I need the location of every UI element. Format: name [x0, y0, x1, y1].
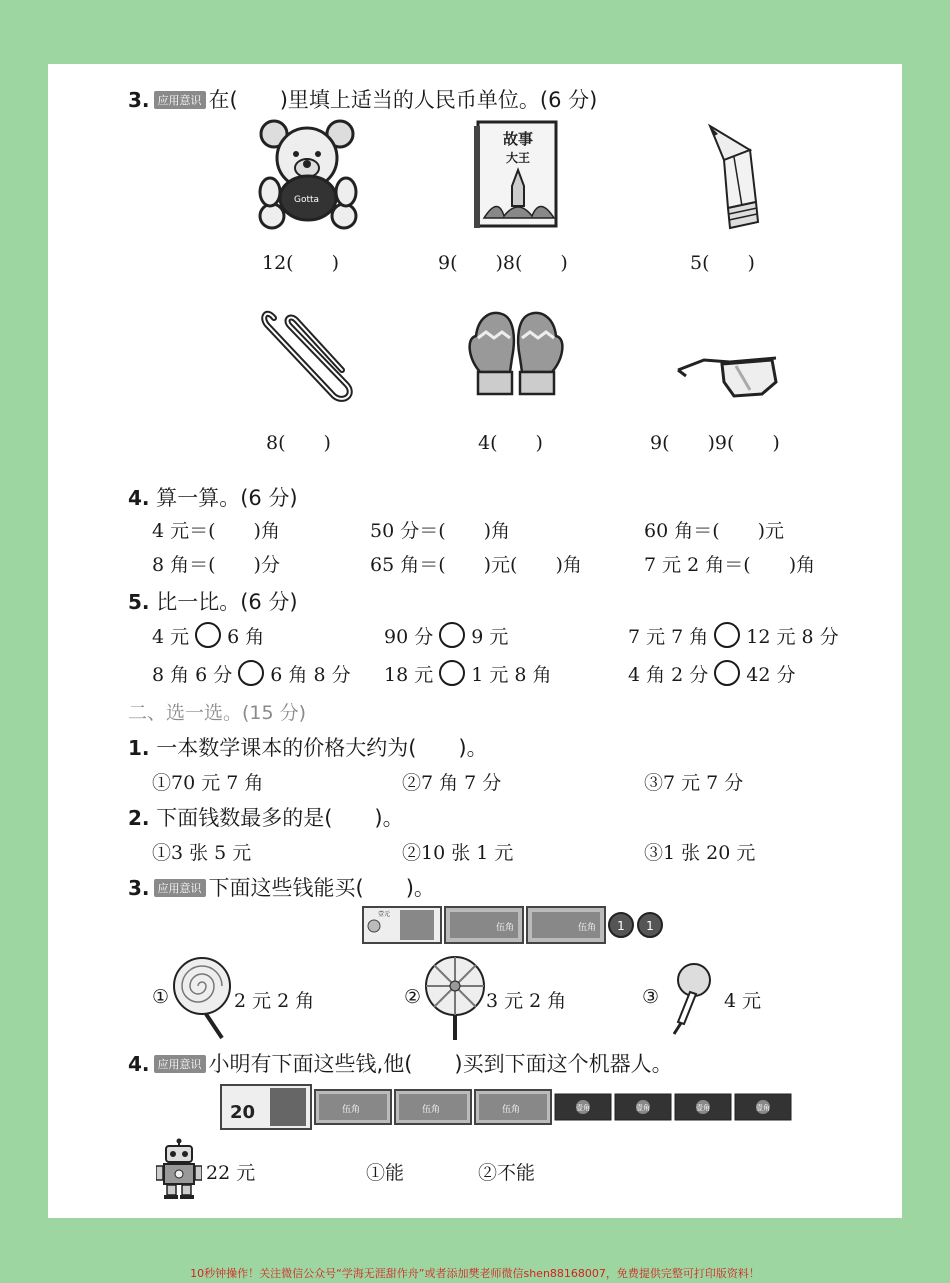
q5-compare	[628, 660, 796, 687]
robot-price: 22 元	[206, 1162, 256, 1184]
q4-row2-item: 8 角＝( )分	[152, 554, 280, 576]
q3-item-bear-label: 12( )	[262, 252, 340, 274]
banknote-label: 伍角	[496, 923, 515, 933]
s2-text: 下面钱数最多的是( )。	[156, 806, 404, 830]
compare-circle[interactable]	[238, 660, 264, 686]
q4-number: 4.	[128, 486, 150, 510]
coin-icon	[608, 912, 634, 938]
banknote-label: 伍角	[578, 923, 597, 933]
s4-heading	[128, 1048, 673, 1078]
s4-number: 4.	[128, 1052, 150, 1076]
s3-option-mark[interactable]: ③	[642, 986, 660, 1008]
banknote-label: 伍角	[422, 1105, 441, 1115]
s3-number: 3.	[128, 876, 150, 900]
banknote-label: 伍角	[502, 1105, 521, 1115]
s4-money-row	[220, 1084, 794, 1130]
banknote-icon	[362, 906, 442, 944]
footer-notice: 10秒钟操作！关注微信公众号“学海无涯甜作舟”或者添加樊老师微信shen88168007，免费提供完整可打印版资料！	[190, 1267, 760, 1280]
compare-left: 4 角 2 分	[628, 664, 709, 686]
q3-item-mittens-label: 4( )	[478, 432, 543, 454]
pencil-icon	[704, 122, 760, 234]
s1-option[interactable]: ②7 角 7 分	[402, 772, 502, 794]
q4-text: 算一算。(6 分)	[156, 486, 298, 510]
q3-tag: 应用意识	[154, 91, 206, 109]
s3-option-mark[interactable]: ①	[152, 986, 170, 1008]
s1-option[interactable]: ①70 元 7 角	[152, 772, 264, 794]
q5-compare	[384, 622, 508, 649]
compare-right: 6 角	[227, 626, 265, 648]
s3-tag: 应用意识	[154, 879, 206, 897]
compare-right: 1 元 8 角	[471, 664, 552, 686]
s2-heading	[128, 802, 404, 832]
s1-heading	[128, 732, 488, 762]
banknote-label: 壹角	[696, 1104, 710, 1112]
s4-option[interactable]: ②不能	[478, 1162, 536, 1184]
s3-option-price: 3 元 2 角	[486, 990, 567, 1012]
s3-option-price: 2 元 2 角	[234, 990, 315, 1012]
s3-option-mark[interactable]: ②	[404, 986, 422, 1008]
compare-right: 9 元	[471, 626, 509, 648]
banknote-label: 壹元	[378, 911, 391, 918]
q5-heading	[128, 586, 298, 616]
glasses-icon	[676, 352, 782, 402]
q4-row2-item: 7 元 2 角＝( )角	[644, 554, 816, 576]
q5-compare	[628, 622, 839, 649]
banknote-icon	[444, 906, 524, 944]
section-2-heading: 二、选一选。(15 分)	[128, 702, 307, 724]
q5-compare	[152, 622, 264, 649]
q4-row1-item: 60 角＝( )元	[644, 520, 785, 542]
compare-left: 7 元 7 角	[628, 626, 709, 648]
svg-text:Gotta: Gotta	[294, 195, 320, 205]
q3-text: 在( )里填上适当的人民币单位。(6 分)	[208, 88, 598, 112]
banknote-label: 壹角	[636, 1104, 650, 1112]
q5-text: 比一比。(6 分)	[156, 590, 298, 614]
s1-number: 1.	[128, 736, 150, 760]
banknote-icon	[394, 1089, 472, 1125]
worksheet-page	[48, 64, 902, 1218]
s4-option[interactable]: ①能	[366, 1162, 405, 1184]
book-title-1: 故事	[502, 130, 534, 148]
coin-label: 1	[617, 919, 625, 933]
s1-option[interactable]: ③7 元 7 分	[644, 772, 744, 794]
compare-circle[interactable]	[714, 660, 740, 686]
compare-circle[interactable]	[714, 622, 740, 648]
q3-item-pencil-label: 5( )	[690, 252, 755, 274]
q5-compare	[152, 660, 351, 687]
coin-label: 1	[646, 919, 654, 933]
banknote-label: 伍角	[342, 1105, 361, 1115]
banknote-small-icon	[614, 1093, 672, 1121]
banknote-label: 壹角	[756, 1104, 770, 1112]
q3-item-glasses-label: 9( )9( )	[650, 432, 780, 454]
q3-number: 3.	[128, 88, 150, 112]
banknote-value: 20	[230, 1102, 256, 1123]
s3-option-price: 4 元	[724, 990, 762, 1012]
s2-option[interactable]: ①3 张 5 元	[152, 842, 252, 864]
teddy-bear-icon	[254, 118, 362, 230]
compare-circle[interactable]	[195, 622, 221, 648]
q3-item-book-label: 9( )8( )	[438, 252, 568, 274]
s3-text: 下面这些钱能买( )。	[208, 876, 435, 900]
q4-heading	[128, 482, 298, 512]
s4-text: 小明有下面这些钱,他( )买到下面这个机器人。	[208, 1052, 673, 1076]
banknote-label: 壹角	[576, 1104, 590, 1112]
s3-money-row	[362, 906, 666, 944]
q3-heading	[128, 84, 597, 114]
compare-circle[interactable]	[439, 622, 465, 648]
banknote-small-icon	[674, 1093, 732, 1121]
lollipop-swirl-icon	[422, 956, 488, 1040]
q4-row2-item: 65 角＝( )元( )角	[370, 554, 582, 576]
s4-tag: 应用意识	[154, 1055, 206, 1073]
s1-text: 一本数学课本的价格大约为( )。	[156, 736, 488, 760]
compare-left: 90 分	[384, 626, 434, 648]
compare-right: 12 元 8 分	[746, 626, 839, 648]
compare-left: 18 元	[384, 664, 434, 686]
book-icon	[474, 118, 562, 232]
compare-left: 4 元	[152, 626, 190, 648]
s2-option[interactable]: ②10 张 1 元	[402, 842, 514, 864]
coin-icon	[637, 912, 663, 938]
mittens-icon	[464, 308, 568, 400]
s2-option[interactable]: ③1 张 20 元	[644, 842, 756, 864]
robot-icon	[156, 1138, 202, 1200]
banknote-twenty-icon	[220, 1084, 312, 1130]
compare-right: 42 分	[746, 664, 796, 686]
q4-row1-item: 4 元＝( )角	[152, 520, 280, 542]
paper-clip-icon	[260, 304, 356, 404]
lollipop-round-icon	[172, 956, 234, 1040]
compare-circle[interactable]	[439, 660, 465, 686]
q5-compare	[384, 660, 552, 687]
s2-number: 2.	[128, 806, 150, 830]
q5-number: 5.	[128, 590, 150, 614]
compare-right: 6 角 8 分	[270, 664, 351, 686]
book-title-2: 大王	[505, 151, 531, 165]
banknote-icon	[314, 1089, 392, 1125]
q3-item-clip-label: 8( )	[266, 432, 331, 454]
s3-heading	[128, 872, 435, 902]
lollipop-small-icon	[664, 962, 716, 1036]
banknote-icon	[526, 906, 606, 944]
q4-row1-item: 50 分＝( )角	[370, 520, 511, 542]
banknote-icon	[474, 1089, 552, 1125]
banknote-small-icon	[734, 1093, 792, 1121]
compare-left: 8 角 6 分	[152, 664, 233, 686]
banknote-small-icon	[554, 1093, 612, 1121]
